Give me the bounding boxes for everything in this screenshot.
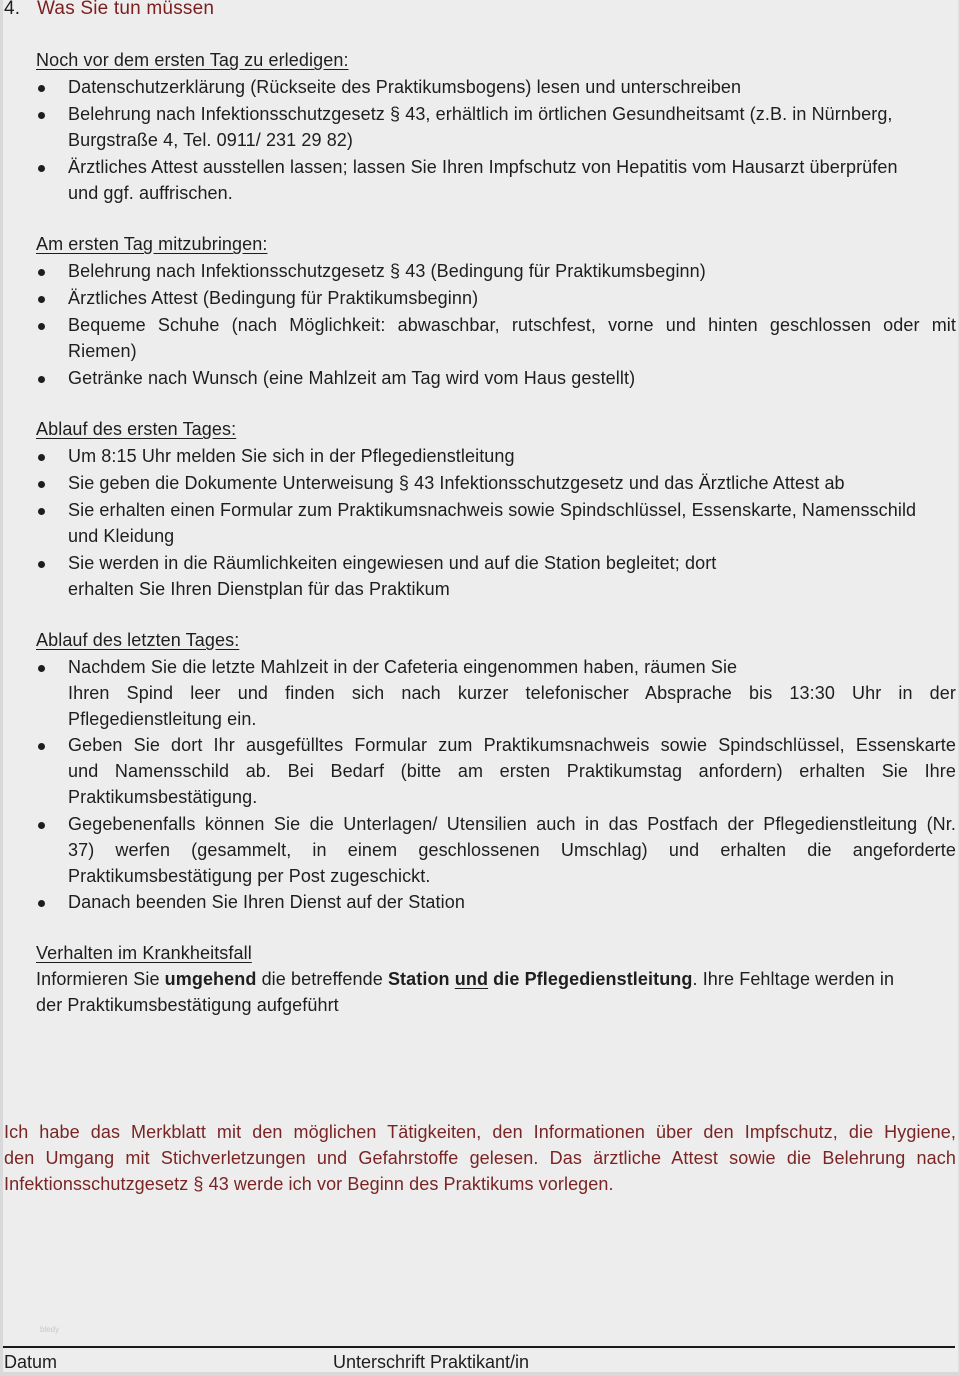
heading-last-day-flow: Ablauf des letzten Tages:: [36, 630, 240, 650]
list-item: Danach beenden Sie Ihren Dienst auf der Station: [68, 892, 465, 912]
signature-line: [3, 1346, 955, 1348]
list-item-continuation: und ggf. auffrischen.: [68, 183, 233, 203]
bullet-icon: [38, 822, 45, 829]
list-item: Bequeme Schuhe (nach Möglichkeit: abwaschbar, rutschfest, vorne und hinten geschlossen oder mit: [68, 315, 956, 335]
list-item-continuation: Ihren Spind leer und finden sich nach kurzer telefonischer Absprache bis 13:30 Uhr in der: [68, 683, 956, 703]
list-item: Sie erhalten einen Formular zum Praktikumsnachweis sowie Spindschlüssel, Essenskarte, Namensschild: [68, 500, 917, 520]
section-title-text: Was Sie tun müssen: [37, 0, 215, 19]
bullet-icon: [38, 323, 45, 330]
list-item-continuation: Pflegedienstleitung ein.: [68, 709, 257, 729]
bullet-icon: [38, 743, 45, 750]
bullet-icon: [38, 165, 45, 172]
faint-mark: bledy: [40, 1325, 60, 1334]
date-label: Datum: [4, 1352, 58, 1372]
sick-policy-line-1: [36, 969, 956, 990]
declaration-line: Infektionsschutzgesetz § 43 werde ich vor Beginn des Praktikums vorlegen.: [4, 1174, 614, 1194]
list-item: Datenschutzerklärung (Rückseite des Praktikumsbogens) lesen und unterschreiben: [68, 77, 742, 97]
list-item-continuation: Burgstraße 4, Tel. 0911/ 231 29 82): [68, 130, 354, 150]
list-item-continuation: erhalten Sie Ihren Dienstplan für das Praktikum: [68, 579, 450, 599]
bullet-icon: [38, 665, 45, 672]
bold-pflegedienstleitung: die Pflegedienstleitung: [493, 969, 693, 989]
signature-label: Unterschrift Praktikant/in: [333, 1352, 530, 1372]
list-item-continuation: 37) werfen (gesammelt, in einem geschlossenen Umschlag) und erhalten die angeforderte: [68, 840, 956, 860]
heading-bring-first-day: Am ersten Tag mitzubringen:: [36, 234, 268, 254]
text-run: Informieren Sie: [36, 969, 165, 989]
list-item: Ärztliches Attest ausstellen lassen; lassen Sie Ihren Impfschutz von Hepatitis vom Hausarzt überprüfen: [68, 157, 898, 177]
sick-policy-text: [36, 969, 894, 990]
bullet-icon: [38, 481, 45, 488]
bold-underline-und: und: [454, 969, 489, 989]
sick-policy-line-2: der Praktikumsbestätigung aufgeführt: [36, 995, 339, 1015]
list-item-continuation: Praktikumsbestätigung per Post zugeschickt.: [68, 866, 431, 886]
list-item: Gegebenenfalls können Sie die Unterlagen/ Utensilien auch in das Postfach der Pflegedienstleitung (Nr.: [68, 814, 956, 834]
list-item: Um 8:15 Uhr melden Sie sich in der Pflegedienstleitung: [68, 446, 515, 466]
bullet-icon: [38, 454, 45, 461]
list-item: Sie werden in die Räumlichkeiten eingewiesen und auf die Station begleitet; dort: [68, 553, 717, 573]
list-item: Sie geben die Dokumente Unterweisung § 43 Infektionsschutzgesetz und das Ärztliche Attest ab: [68, 473, 845, 493]
list-item: Belehrung nach Infektionsschutzgesetz § 43 (Bedingung für Praktikumsbeginn): [68, 261, 706, 281]
section-number: 4.: [4, 0, 21, 19]
bullet-icon: [38, 900, 45, 907]
list-item: Geben Sie dort Ihr ausgefülltes Formular zum Praktikumsnachweis sowie Spindschlüssel, Essenskarte: [68, 735, 956, 755]
section-title: [4, 0, 214, 20]
bullet-icon: [38, 112, 45, 119]
list-item-continuation: und Namensschild ab. Bei Bedarf (bitte am ersten Praktikumstag anfordern) erhalten Sie Ihre: [68, 761, 956, 781]
bullet-icon: [38, 296, 45, 303]
bold-umgehend: umgehend: [164, 969, 257, 989]
list-item-continuation: Praktikumsbestätigung.: [68, 787, 258, 807]
declaration-line: den Umgang mit Stichverletzungen und Gefahrstoffe gelesen. Das ärztliche Attest sowie die Belehrung nach: [4, 1148, 956, 1168]
bullet-icon: [38, 561, 45, 568]
list-item-continuation: Riemen): [68, 341, 137, 361]
bullet-icon: [38, 376, 45, 383]
list-item-continuation: und Kleidung: [68, 526, 175, 546]
text-run: die betreffende: [256, 969, 388, 989]
bullet-icon: [38, 269, 45, 276]
list-item: Getränke nach Wunsch (eine Mahlzeit am Tag wird vom Haus gestellt): [68, 368, 636, 388]
list-item: Belehrung nach Infektionsschutzgesetz § 43, erhältlich im örtlichen Gesundheitsamt (z.B. in Nürnberg,: [68, 104, 893, 124]
text-run: . Ihre Fehltage werden in: [692, 969, 895, 989]
bullet-icon: [38, 508, 45, 515]
declaration-line: Ich habe das Merkblatt mit den möglichen Tätigkeiten, den Informationen über den Impfschutz, die Hygiene,: [4, 1122, 956, 1142]
bold-station: Station: [387, 969, 450, 989]
heading-before-first-day: Noch vor dem ersten Tag zu erledigen:: [36, 50, 349, 70]
heading-first-day-flow: Ablauf des ersten Tages:: [36, 419, 237, 439]
bullet-icon: [38, 85, 45, 92]
list-item: Nachdem Sie die letzte Mahlzeit in der Cafeteria eingenommen haben, räumen Sie: [68, 657, 738, 677]
list-item: Ärztliches Attest (Bedingung für Praktikumsbeginn): [68, 288, 479, 308]
heading-sick-policy: Verhalten im Krankheitsfall: [36, 943, 252, 963]
document-page: [3, 0, 959, 1372]
